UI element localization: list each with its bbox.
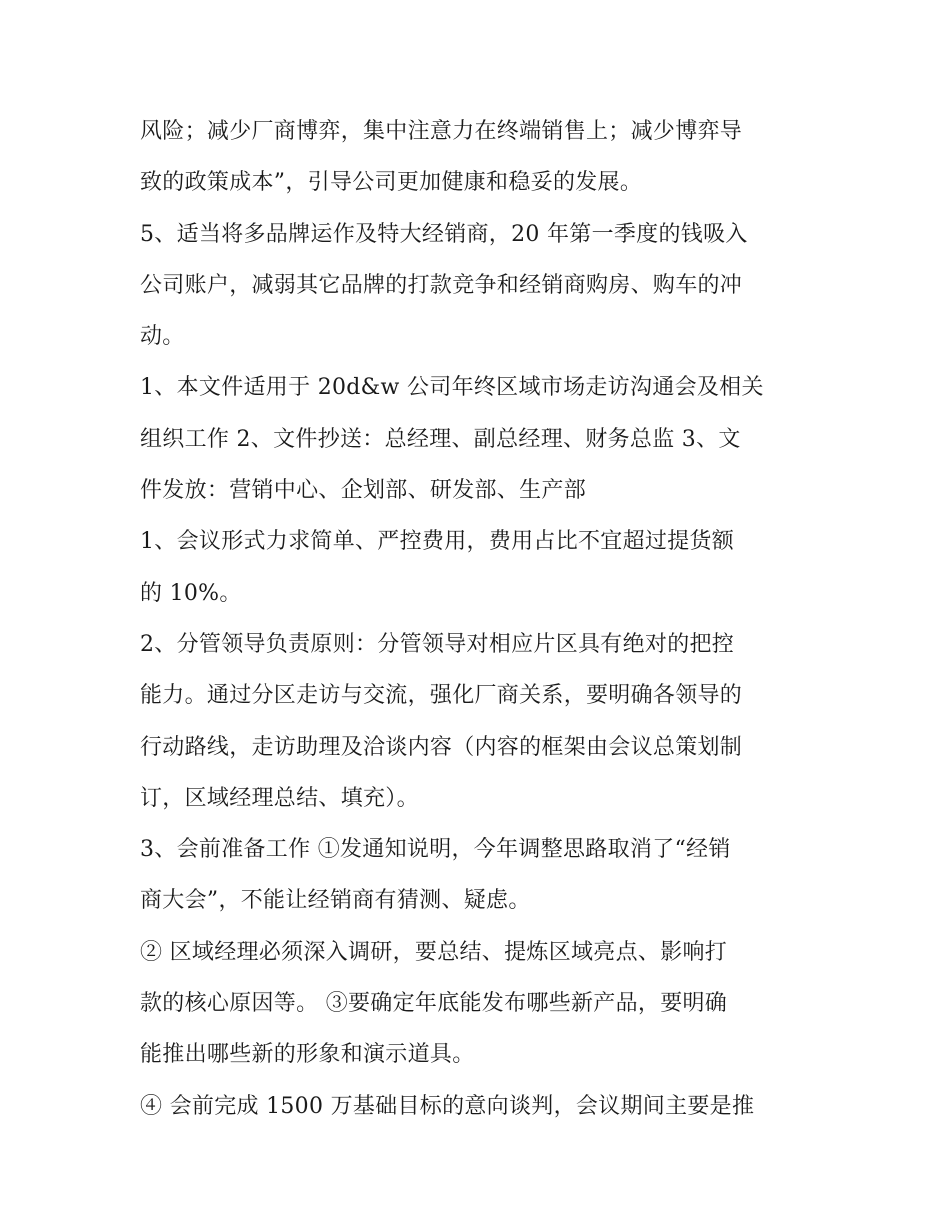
text-line: 能力。通过分区走访与交流，强化厂商关系，要明确各领导的: [140, 683, 743, 709]
document-body: [140, 106, 820, 1132]
text-line: 件发放：营销中心、企划部、研发部、生产部: [140, 478, 587, 504]
text-line: ④ 会前完成 1500 万基础目标的意向谈判，会议期间主要是推: [140, 1093, 755, 1119]
text-line: 订，区域经理总结、填充）。: [140, 785, 419, 811]
text-line: 致的政策成本”，引导公司更加健康和稳妥的发展。: [140, 170, 643, 196]
text-line: 组织工作 2、文件抄送：总经理、副总经理、财务总监 3、文: [140, 426, 741, 452]
text-line: 1、本文件适用于 20d&w 公司年终区域市场走访沟通会及相关: [140, 375, 764, 401]
text-line: 的 10%。: [140, 580, 242, 606]
text-line: 款的核心原因等。 ③要确定年底能发布哪些新产品，要明确: [140, 991, 728, 1017]
text-line: 1、会议形式力求简单、严控费用，费用占比不宜超过提货额: [140, 529, 735, 555]
text-line: 风险；减少厂商博弈，集中注意力在终端销售上；减少博弈导: [140, 119, 743, 144]
text-line: 5、适当将多品牌运作及特大经销商，20 年第一季度的钱吸入: [140, 221, 748, 247]
text-line: 商大会”，不能让经销商有猜测、疑虑。: [140, 888, 531, 914]
text-line: 动。: [140, 324, 185, 350]
text-line: 行动路线，走访助理及洽谈内容（内容的框架由会议总策划制: [140, 734, 743, 760]
text-line: 能推出哪些新的形象和演示道具。: [140, 1042, 475, 1068]
text-line: 公司账户，减弱其它品牌的打款竞争和经销商购房、购车的冲: [140, 272, 743, 298]
text-line: 3、会前准备工作 ①发通知说明，今年调整思路取消了“经销: [140, 837, 731, 863]
text-line: 2、分管领导负责原则：分管领导对相应片区具有绝对的把控: [140, 631, 735, 657]
text-line: ② 区域经理必须深入调研，要总结、提炼区域亮点、影响打: [140, 939, 728, 965]
